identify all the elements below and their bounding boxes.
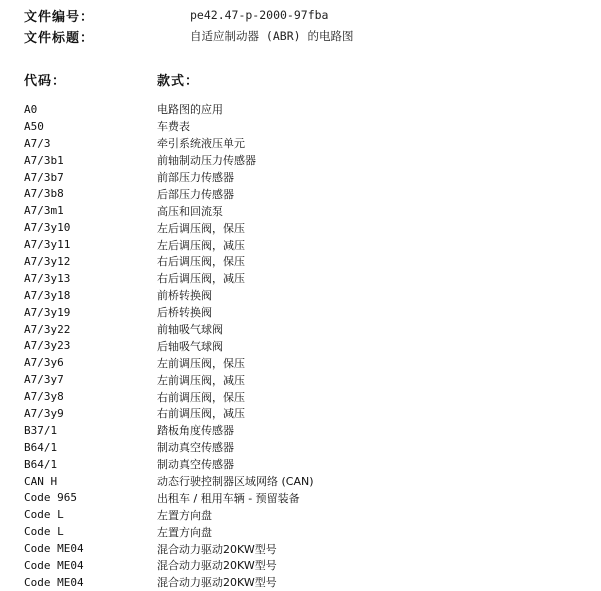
row-code: B64/1 <box>24 440 58 454</box>
row-description: 车费表 <box>157 120 190 134</box>
row-description: 前轴制动压力传感器 <box>157 154 256 168</box>
row-code: A0 <box>24 102 38 116</box>
row-code: A7/3b7 <box>24 170 64 184</box>
row-description: 前轴吸气球阀 <box>157 323 223 337</box>
document-number-row <box>24 6 328 24</box>
table-row <box>24 506 314 523</box>
row-code: B64/1 <box>24 457 58 471</box>
document-title-label: 文件标题： <box>24 30 95 46</box>
column-header-model: 款式： <box>157 73 200 89</box>
row-description: 制动真空传感器 <box>157 458 234 472</box>
row-description: 电路图的应用 <box>157 103 223 117</box>
table-row <box>24 489 314 506</box>
row-description: 后部压力传感器 <box>157 187 234 201</box>
row-description: 左置方向盘 <box>157 525 212 539</box>
document-number-label: 文件编号： <box>24 9 95 25</box>
row-description: 左前调压阀，保压 <box>157 356 245 370</box>
row-code: Code L <box>24 508 64 522</box>
table-row <box>24 422 314 439</box>
code-list <box>24 101 314 591</box>
table-row <box>24 287 314 304</box>
row-description: 前部压力传感器 <box>157 171 234 184</box>
table-row <box>24 321 314 338</box>
table-row <box>24 540 314 557</box>
row-description: 后轴吸气球阀 <box>157 339 223 353</box>
row-description: 右前调压阀，减压 <box>157 407 245 421</box>
row-description: 前桥转换阀 <box>157 289 212 303</box>
row-code: A7/3y7 <box>24 373 64 387</box>
table-row <box>24 202 314 219</box>
row-code: A7/3y11 <box>24 238 71 252</box>
table-row <box>24 557 314 574</box>
table-row <box>24 473 314 490</box>
row-code: Code ME04 <box>24 558 84 572</box>
table-row <box>24 152 314 169</box>
row-code: B37/1 <box>24 423 58 437</box>
table-row <box>24 574 314 591</box>
row-code: CAN H <box>24 474 58 488</box>
table-row <box>24 354 314 371</box>
table-row <box>24 456 314 473</box>
table-row <box>24 219 314 236</box>
row-code: A7/3b8 <box>24 187 64 201</box>
row-code: A7/3 <box>24 136 51 150</box>
row-code: Code L <box>24 525 64 539</box>
row-description: 高压和回流泵 <box>157 204 223 218</box>
row-description: 后桥转换阀 <box>157 306 212 320</box>
table-row <box>24 523 314 540</box>
table-row <box>24 135 314 152</box>
table-row <box>24 439 314 456</box>
table-row <box>24 185 314 202</box>
row-code: Code 965 <box>24 491 77 505</box>
row-code: A50 <box>24 119 44 133</box>
row-description: 牵引系统液压单元 <box>157 137 245 151</box>
row-description: 混合动力驱动20KW型号 <box>157 576 277 590</box>
row-description: 左前调压阀，减压 <box>157 373 245 387</box>
table-row <box>24 304 314 321</box>
row-description: 左后调压阀，保压 <box>157 221 245 235</box>
table-row <box>24 253 314 270</box>
row-description: 混合动力驱动20KW型号 <box>157 559 277 573</box>
row-description: 出租车 / 租用车辆 - 预留装备 <box>157 491 300 505</box>
row-code: A7/3y23 <box>24 339 71 353</box>
row-code: Code ME04 <box>24 575 84 589</box>
column-header-code: 代码： <box>24 73 67 89</box>
row-code: A7/3m1 <box>24 204 64 218</box>
row-code: A7/3y9 <box>24 406 64 420</box>
row-code: Code ME04 <box>24 542 84 556</box>
row-description: 动态行驶控制器区域网络 (CAN) <box>157 475 314 489</box>
table-row <box>24 236 314 253</box>
table-row <box>24 388 314 405</box>
row-description: 右后调压阀，保压 <box>157 255 245 269</box>
row-code: A7/3y12 <box>24 254 71 268</box>
row-code: A7/3y19 <box>24 305 71 319</box>
row-description: 左置方向盘 <box>157 508 212 522</box>
row-code: A7/3y22 <box>24 322 71 336</box>
row-code: A7/3b1 <box>24 153 64 167</box>
row-description: 混合动力驱动20KW型号 <box>157 542 277 556</box>
table-row <box>24 405 314 422</box>
table-row <box>24 118 314 135</box>
row-description: 右后调压阀，减压 <box>157 272 245 286</box>
table-row <box>24 101 314 118</box>
row-code: A7/3y13 <box>24 271 71 285</box>
row-description: 制动真空传感器 <box>157 441 234 455</box>
table-header <box>24 70 199 88</box>
row-description: 左后调压阀，减压 <box>157 238 245 252</box>
table-row <box>24 337 314 354</box>
document-number-value: pe42.47-p-2000-97fba <box>190 8 329 22</box>
row-code: A7/3y6 <box>24 356 64 370</box>
row-description: 踏板角度传感器 <box>157 424 234 438</box>
document-title-value: 自适应制动器 (ABR) 的电路图 <box>190 29 354 43</box>
row-code: A7/3y8 <box>24 390 64 404</box>
row-description: 右前调压阀，保压 <box>157 390 245 404</box>
document-title-row <box>24 27 353 45</box>
table-row <box>24 371 314 388</box>
table-row <box>24 169 314 186</box>
table-row <box>24 270 314 287</box>
row-code: A7/3y18 <box>24 288 71 302</box>
row-code: A7/3y10 <box>24 221 71 235</box>
